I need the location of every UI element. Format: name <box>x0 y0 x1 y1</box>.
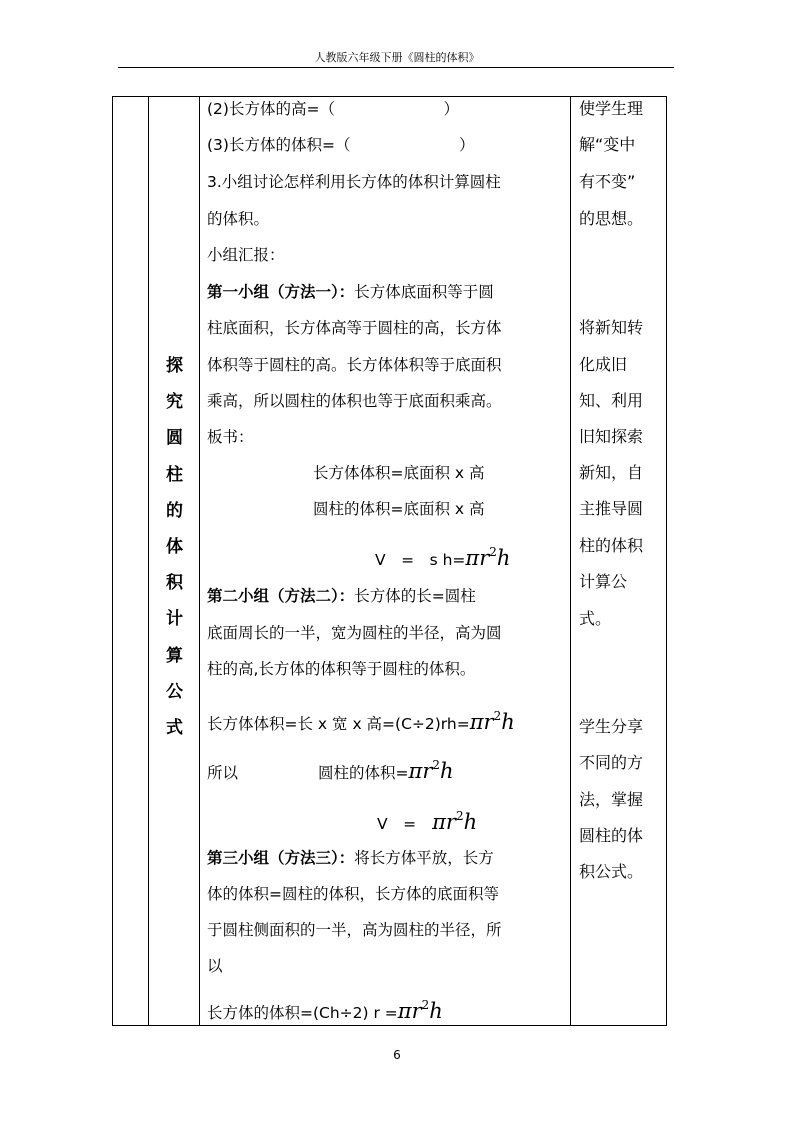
note-line: 圆柱的体 <box>579 826 644 845</box>
note-line: 的思想。 <box>579 209 644 228</box>
note-line: 解“变中 <box>579 135 636 154</box>
note-line: 有不变” <box>579 172 636 191</box>
note-line: 知、利用 <box>579 391 644 410</box>
content-line: 底面周长的一半，宽为圆柱的半径，高为圆 <box>207 624 502 642</box>
math-formula: $\pi r^2h$ <box>432 809 478 834</box>
note-line: 式。 <box>579 609 612 628</box>
page-header: 人教版六年级下册《圆柱的体积》 <box>314 51 480 64</box>
note-line: 不同的方 <box>579 753 644 772</box>
content-line: 3.小组讨论怎样利用长方体的体积计算圆柱 <box>207 173 501 191</box>
table-column-divider <box>148 96 149 1026</box>
math-formula: $\pi r^2h$ <box>397 998 443 1023</box>
formula-line: 长方体的体积=(Ch÷2) $r =\pi r^2h$ <box>207 998 443 1023</box>
group-label: 第一小组（方法一）： <box>207 283 355 301</box>
note-line: 旧知探索 <box>579 427 644 446</box>
note-line: 主推导圆 <box>579 499 644 518</box>
note-line: 法，掌握 <box>579 790 644 809</box>
table-border-bottom <box>112 1025 667 1026</box>
table-border-left <box>112 96 113 1026</box>
content-line: 于圆柱侧面积的一半，高为圆柱的半径，所 <box>207 921 502 939</box>
table-column-divider <box>199 96 200 1026</box>
note-line: 柱的体积 <box>579 536 644 555</box>
note-line: 新知，自 <box>579 463 644 482</box>
formula-line: V = $\pi r^2h$ <box>377 809 478 834</box>
header-divider <box>118 67 674 68</box>
note-line: 使学生理 <box>579 99 644 118</box>
formula-line: V = s $h=\pi r^2h$ <box>375 545 511 570</box>
section-title-vertical: 探 究 圆 柱 的 体 积 计 算 公 式 <box>166 356 183 739</box>
group-label: 第二小组（方法二）： <box>207 587 355 605</box>
content-line: 柱底面积，长方体高等于圆柱的高，长方体 <box>207 319 502 337</box>
content-line: 小组汇报： <box>207 246 285 264</box>
math-formula: $\pi r^2h$ <box>408 758 454 783</box>
note-line: 积公式。 <box>579 862 644 881</box>
math-formula: $\pi r^2h$ <box>469 709 515 734</box>
table-border-right <box>666 96 667 1026</box>
group-two-line: 第二小组（方法二）：长方体的长=圆柱 <box>207 587 476 605</box>
note-line: 化成旧 <box>579 355 628 374</box>
content-line: 柱的高,长方体的体积等于圆柱的体积。 <box>207 660 476 678</box>
content-line: 体的体积=圆柱的体积，长方体的底面积等 <box>207 885 499 903</box>
content-line: (3)长方体的体积=（ ） <box>207 136 475 154</box>
group-one-line: 第一小组（方法一）：长方体底面积等于圆 <box>207 283 494 301</box>
content-line: 乘高，所以圆柱的体积也等于底面积乘高。 <box>207 392 502 410</box>
group-label: 第三小组（方法三）： <box>207 849 355 867</box>
content-line: (2)长方体的高=（ ） <box>207 100 459 118</box>
formula-line: 圆柱的体积=底面积 x 高 <box>313 500 485 518</box>
math-formula: $\pi r^2h$ <box>465 545 511 570</box>
content-line: 体积等于圆柱的高。长方体体积等于底面积 <box>207 356 502 374</box>
content-line: 以 <box>207 957 223 975</box>
content-line: 板书： <box>207 428 254 446</box>
note-line: 将新知转 <box>579 318 644 337</box>
note-line: 学生分享 <box>579 717 644 736</box>
group-three-line: 第三小组（方法三）：将长方体平放，长方 <box>207 849 494 867</box>
formula-line: 所以 圆柱的体积$=\pi r^2h$ <box>207 758 454 783</box>
note-line: 计算公 <box>579 572 628 591</box>
table-border-top <box>112 96 667 97</box>
formula-line: 长方体体积=长 x 宽 x 高$=(C\div 2)rh=\pi r^2h$ <box>207 709 515 734</box>
formula-line: 长方体体积=底面积 x 高 <box>313 464 485 482</box>
content-line: 的体积。 <box>207 210 270 228</box>
table-column-divider <box>570 96 571 1026</box>
page-number: 6 <box>393 1048 401 1062</box>
